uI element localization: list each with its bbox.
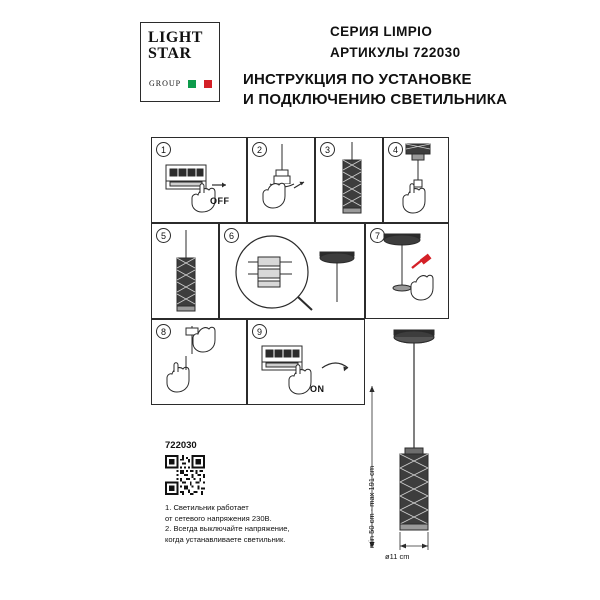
step-number-3: 3 [320, 142, 335, 157]
height-dimension-text: min 50 cm - max 191 cm [367, 465, 376, 548]
step-9-caption: ON [310, 384, 325, 394]
product-drawing [360, 320, 480, 570]
height-dimension-label [358, 385, 376, 550]
instruction-title-line2: И ПОДКЛЮЧЕНИЮ СВЕТИЛЬНИКА [243, 91, 508, 108]
step-9-illustration [248, 320, 366, 406]
step-8-illustration [152, 320, 248, 406]
brand-line1: LIGHT [148, 29, 203, 46]
brand-logo-text [148, 30, 203, 62]
note-line-1: 1. Светильник работает [165, 503, 249, 512]
step-cell-2 [247, 137, 315, 223]
step-cell-4 [383, 137, 449, 223]
step-number-6: 6 [224, 228, 239, 243]
step-6-illustration [220, 224, 366, 320]
step-number-4: 4 [388, 142, 403, 157]
article-number: АРТИКУЛЫ 722030 [330, 45, 461, 60]
step-cell-6 [219, 223, 365, 319]
step-1-caption: OFF [210, 196, 230, 206]
step-cell-8 [151, 319, 247, 405]
brand-line2: STAR [148, 45, 192, 62]
step-3-illustration [316, 138, 384, 224]
step-cell-9 [247, 319, 365, 405]
step-cell-5 [151, 223, 219, 319]
step-number-1: 1 [156, 142, 171, 157]
step-number-9: 9 [252, 324, 267, 339]
diameter-dimension-label: ø11 cm [385, 552, 410, 561]
series-title: СЕРИЯ LIMPIO [330, 24, 433, 39]
instruction-title-line1: ИНСТРУКЦИЯ ПО УСТАНОВКЕ [243, 71, 472, 88]
step-cell-7 [365, 223, 449, 319]
qr-code [165, 455, 205, 495]
product-code-label: 722030 [165, 440, 197, 451]
note-line-4: когда устанавливаете светильник. [165, 534, 286, 544]
safety-notes [165, 503, 345, 545]
step-cell-1 [151, 137, 247, 223]
step-7-illustration [366, 224, 450, 320]
step-4-illustration [384, 138, 450, 224]
instruction-title [243, 70, 573, 110]
step-number-2: 2 [252, 142, 267, 157]
step-number-5: 5 [156, 228, 171, 243]
step-2-illustration [248, 138, 316, 224]
step-cell-3 [315, 137, 383, 223]
italy-flag-icon [188, 80, 212, 88]
note-line-2: от сетевого напряжения 230В. [165, 513, 272, 523]
step-1-illustration [152, 138, 248, 224]
step-number-7: 7 [370, 228, 385, 243]
step-5-illustration [152, 224, 220, 320]
step-number-8: 8 [156, 324, 171, 339]
note-line-3: 2. Всегда выключайте напряжение, [165, 524, 290, 533]
brand-logo [140, 22, 220, 102]
brand-group-text: GROUP [149, 79, 182, 88]
